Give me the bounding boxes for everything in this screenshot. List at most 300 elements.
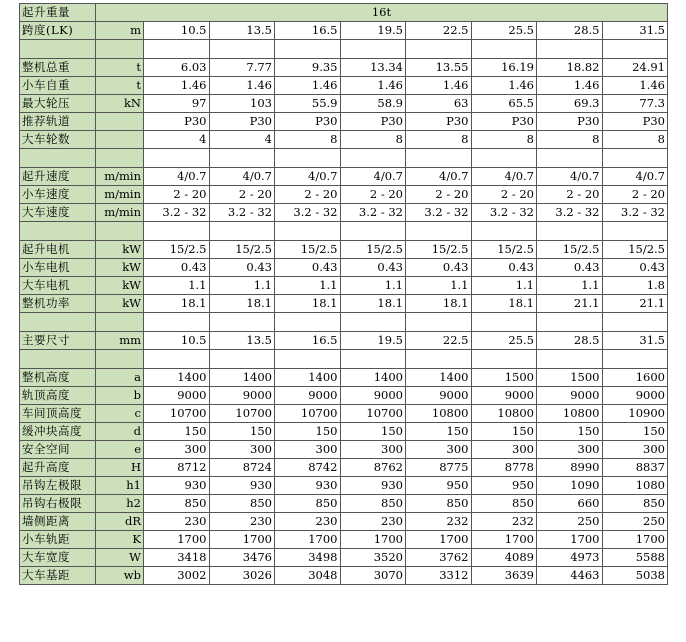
row-value: 4/0.7 bbox=[406, 168, 472, 186]
row-value: 7.77 bbox=[209, 59, 275, 77]
row-value: 150 bbox=[537, 423, 603, 441]
row-label: 安全空间 bbox=[20, 441, 96, 459]
row-value: 3476 bbox=[209, 549, 275, 567]
row-value: 300 bbox=[209, 441, 275, 459]
spacer-row bbox=[20, 222, 668, 241]
spacer-cell bbox=[406, 313, 472, 332]
row-value: 300 bbox=[144, 441, 210, 459]
spacer-cell bbox=[537, 40, 603, 59]
spec-row bbox=[20, 441, 668, 459]
row-value: 4463 bbox=[537, 567, 603, 585]
row-value: 9000 bbox=[275, 387, 341, 405]
row-value: P30 bbox=[340, 113, 406, 131]
row-value: 8837 bbox=[602, 459, 668, 477]
spacer-cell bbox=[144, 313, 210, 332]
spec-row bbox=[20, 531, 668, 549]
row-value: 8762 bbox=[340, 459, 406, 477]
row-value: 4/0.7 bbox=[275, 168, 341, 186]
row-value: 250 bbox=[537, 513, 603, 531]
row-value: 1080 bbox=[602, 477, 668, 495]
row-value: 0.43 bbox=[406, 259, 472, 277]
row-value: 4 bbox=[209, 131, 275, 149]
row-value: 1400 bbox=[275, 369, 341, 387]
spacer-cell bbox=[275, 313, 341, 332]
row-unit: m/min bbox=[96, 204, 144, 222]
row-value: 10800 bbox=[471, 405, 537, 423]
row-value: 3048 bbox=[275, 567, 341, 585]
span-value: 31.5 bbox=[602, 22, 668, 40]
row-value: 1.1 bbox=[537, 277, 603, 295]
row-value: 18.1 bbox=[144, 295, 210, 313]
row-label: 起升高度 bbox=[20, 459, 96, 477]
row-value: 1.46 bbox=[537, 77, 603, 95]
spec-row bbox=[20, 168, 668, 186]
row-value: 2 - 20 bbox=[537, 186, 603, 204]
row-label: 墙侧距离 bbox=[20, 513, 96, 531]
row-value: 1700 bbox=[275, 531, 341, 549]
row-value: 0.43 bbox=[340, 259, 406, 277]
row-value: 850 bbox=[275, 495, 341, 513]
row-value: 150 bbox=[602, 423, 668, 441]
row-unit: h1 bbox=[96, 477, 144, 495]
spacer-label-cell bbox=[20, 222, 96, 241]
row-value: 150 bbox=[209, 423, 275, 441]
row-value: 150 bbox=[340, 423, 406, 441]
row-value: 3.2 - 32 bbox=[209, 204, 275, 222]
row-label: 小车电机 bbox=[20, 259, 96, 277]
spacer-cell bbox=[275, 350, 341, 369]
row-value: 1700 bbox=[209, 531, 275, 549]
row-value: 10800 bbox=[537, 405, 603, 423]
row-value: 9000 bbox=[602, 387, 668, 405]
row-value: 18.1 bbox=[406, 295, 472, 313]
row-value: 3498 bbox=[275, 549, 341, 567]
row-value: 5038 bbox=[602, 567, 668, 585]
row-value: 8775 bbox=[406, 459, 472, 477]
row-value: 3.2 - 32 bbox=[275, 204, 341, 222]
row-unit: t bbox=[96, 77, 144, 95]
span-label: 跨度(LK) bbox=[20, 22, 96, 40]
spec-table bbox=[19, 3, 668, 585]
row-value: 3.2 - 32 bbox=[537, 204, 603, 222]
row-value: 2 - 20 bbox=[275, 186, 341, 204]
spacer-cell bbox=[471, 40, 537, 59]
spec-row bbox=[20, 549, 668, 567]
row-value: 1700 bbox=[406, 531, 472, 549]
row-unit bbox=[96, 131, 144, 149]
row-label: 车间顶高度 bbox=[20, 405, 96, 423]
row-value: P30 bbox=[144, 113, 210, 131]
row-value: 28.5 bbox=[537, 332, 603, 350]
row-unit: kW bbox=[96, 241, 144, 259]
spacer-cell bbox=[275, 149, 341, 168]
spacer-label-cell bbox=[20, 40, 96, 59]
row-value: 18.82 bbox=[537, 59, 603, 77]
row-unit bbox=[96, 113, 144, 131]
row-value: 8990 bbox=[537, 459, 603, 477]
row-unit: dR bbox=[96, 513, 144, 531]
row-unit: W bbox=[96, 549, 144, 567]
spacer-cell bbox=[537, 149, 603, 168]
row-value: 10700 bbox=[209, 405, 275, 423]
spacer-cell bbox=[340, 149, 406, 168]
row-value: 69.3 bbox=[537, 95, 603, 113]
spacer-cell bbox=[209, 40, 275, 59]
span-value: 22.5 bbox=[406, 22, 472, 40]
spacer-row bbox=[20, 350, 668, 369]
row-value: 1.46 bbox=[340, 77, 406, 95]
row-value: 18.1 bbox=[471, 295, 537, 313]
row-unit: kW bbox=[96, 259, 144, 277]
spec-row bbox=[20, 332, 668, 350]
row-value: 850 bbox=[340, 495, 406, 513]
spacer-cell bbox=[406, 350, 472, 369]
row-value: 1.1 bbox=[406, 277, 472, 295]
spec-row bbox=[20, 295, 668, 313]
spacer-cell bbox=[406, 222, 472, 241]
row-value: 1500 bbox=[537, 369, 603, 387]
row-value: 232 bbox=[406, 513, 472, 531]
row-value: 1700 bbox=[340, 531, 406, 549]
row-value: 1.1 bbox=[340, 277, 406, 295]
row-label: 大车电机 bbox=[20, 277, 96, 295]
row-unit: K bbox=[96, 531, 144, 549]
row-label: 起升速度 bbox=[20, 168, 96, 186]
spec-row bbox=[20, 495, 668, 513]
row-value: 3639 bbox=[471, 567, 537, 585]
spacer-row bbox=[20, 313, 668, 332]
span-value: 25.5 bbox=[471, 22, 537, 40]
spec-row bbox=[20, 459, 668, 477]
row-label: 整机功率 bbox=[20, 295, 96, 313]
row-value: 4 bbox=[144, 131, 210, 149]
spec-table-body bbox=[20, 4, 668, 585]
lift-label: 起升重量 bbox=[20, 4, 96, 22]
row-value: P30 bbox=[275, 113, 341, 131]
row-value: 1400 bbox=[406, 369, 472, 387]
row-value: 300 bbox=[340, 441, 406, 459]
row-value: 15/2.5 bbox=[340, 241, 406, 259]
row-value: 4/0.7 bbox=[209, 168, 275, 186]
row-value: 660 bbox=[537, 495, 603, 513]
row-value: 6.03 bbox=[144, 59, 210, 77]
row-label: 大车轮数 bbox=[20, 131, 96, 149]
row-value: 3070 bbox=[340, 567, 406, 585]
row-value: 3.2 - 32 bbox=[406, 204, 472, 222]
row-label: 大车宽度 bbox=[20, 549, 96, 567]
spacer-cell bbox=[209, 149, 275, 168]
row-value: 300 bbox=[471, 441, 537, 459]
row-value: 9000 bbox=[406, 387, 472, 405]
row-label: 轨顶高度 bbox=[20, 387, 96, 405]
span-value: 10.5 bbox=[144, 22, 210, 40]
row-value: 15/2.5 bbox=[471, 241, 537, 259]
row-value: 77.3 bbox=[602, 95, 668, 113]
row-value: 850 bbox=[144, 495, 210, 513]
row-value: 1.46 bbox=[406, 77, 472, 95]
spec-row bbox=[20, 369, 668, 387]
row-value: 3312 bbox=[406, 567, 472, 585]
spacer-cell bbox=[209, 313, 275, 332]
row-value: 22.5 bbox=[406, 332, 472, 350]
row-value: 1700 bbox=[602, 531, 668, 549]
capacity-value: 16t bbox=[96, 4, 668, 22]
spacer-label-cell bbox=[20, 350, 96, 369]
row-value: 15/2.5 bbox=[537, 241, 603, 259]
row-value: 1.46 bbox=[144, 77, 210, 95]
spec-row bbox=[20, 513, 668, 531]
row-value: 230 bbox=[275, 513, 341, 531]
row-value: 15/2.5 bbox=[406, 241, 472, 259]
spec-row bbox=[20, 387, 668, 405]
spacer-row bbox=[20, 40, 668, 59]
row-label: 吊钩右极限 bbox=[20, 495, 96, 513]
row-value: 0.43 bbox=[471, 259, 537, 277]
row-value: 0.43 bbox=[275, 259, 341, 277]
row-value: 10900 bbox=[602, 405, 668, 423]
spacer-label-cell bbox=[20, 149, 96, 168]
row-value: 0.43 bbox=[209, 259, 275, 277]
row-value: 16.5 bbox=[275, 332, 341, 350]
row-value: 10800 bbox=[406, 405, 472, 423]
row-value: 4/0.7 bbox=[340, 168, 406, 186]
row-value: 4/0.7 bbox=[602, 168, 668, 186]
spec-row bbox=[20, 95, 668, 113]
row-value: 8 bbox=[340, 131, 406, 149]
span-value: 13.5 bbox=[209, 22, 275, 40]
row-value: 3.2 - 32 bbox=[471, 204, 537, 222]
row-label: 推荐轨道 bbox=[20, 113, 96, 131]
span-value: 28.5 bbox=[537, 22, 603, 40]
row-value: 1400 bbox=[209, 369, 275, 387]
spacer-cell bbox=[537, 313, 603, 332]
spacer-cell bbox=[340, 350, 406, 369]
span-value: 16.5 bbox=[275, 22, 341, 40]
span-row bbox=[20, 22, 668, 40]
spacer-cell bbox=[471, 222, 537, 241]
spacer-cell bbox=[144, 222, 210, 241]
row-value: 1600 bbox=[602, 369, 668, 387]
row-value: 9000 bbox=[537, 387, 603, 405]
row-label: 整机总重 bbox=[20, 59, 96, 77]
spacer-cell bbox=[602, 350, 668, 369]
spec-row bbox=[20, 204, 668, 222]
spacer-label-cell bbox=[20, 313, 96, 332]
row-value: 63 bbox=[406, 95, 472, 113]
spec-row bbox=[20, 131, 668, 149]
spacer-unit-cell bbox=[96, 149, 144, 168]
row-value: 2 - 20 bbox=[471, 186, 537, 204]
row-value: 10.5 bbox=[144, 332, 210, 350]
row-unit: H bbox=[96, 459, 144, 477]
spacer-cell bbox=[471, 350, 537, 369]
spacer-cell bbox=[406, 40, 472, 59]
row-value: 3026 bbox=[209, 567, 275, 585]
row-value: 15/2.5 bbox=[144, 241, 210, 259]
spacer-cell bbox=[275, 40, 341, 59]
row-value: P30 bbox=[471, 113, 537, 131]
row-value: 1090 bbox=[537, 477, 603, 495]
spec-row bbox=[20, 59, 668, 77]
row-value: 10700 bbox=[144, 405, 210, 423]
row-value: 58.9 bbox=[340, 95, 406, 113]
row-value: 15/2.5 bbox=[602, 241, 668, 259]
row-value: 850 bbox=[471, 495, 537, 513]
row-value: 3520 bbox=[340, 549, 406, 567]
row-value: 9000 bbox=[144, 387, 210, 405]
row-value: 8724 bbox=[209, 459, 275, 477]
row-value: 21.1 bbox=[602, 295, 668, 313]
row-value: 2 - 20 bbox=[340, 186, 406, 204]
row-value: 31.5 bbox=[602, 332, 668, 350]
spacer-cell bbox=[602, 313, 668, 332]
row-label: 最大轮压 bbox=[20, 95, 96, 113]
spacer-unit-cell bbox=[96, 313, 144, 332]
row-unit: kW bbox=[96, 295, 144, 313]
row-value: 9.35 bbox=[275, 59, 341, 77]
row-unit: m/min bbox=[96, 186, 144, 204]
row-value: P30 bbox=[537, 113, 603, 131]
span-value: 19.5 bbox=[340, 22, 406, 40]
row-value: 18.1 bbox=[340, 295, 406, 313]
row-label: 缓冲块高度 bbox=[20, 423, 96, 441]
row-value: 230 bbox=[144, 513, 210, 531]
row-value: 10700 bbox=[340, 405, 406, 423]
spacer-cell bbox=[209, 222, 275, 241]
row-value: 4/0.7 bbox=[471, 168, 537, 186]
row-unit: b bbox=[96, 387, 144, 405]
row-value: 97 bbox=[144, 95, 210, 113]
spec-row bbox=[20, 113, 668, 131]
spacer-cell bbox=[602, 222, 668, 241]
capacity-row bbox=[20, 4, 668, 22]
row-value: 1400 bbox=[144, 369, 210, 387]
row-unit: kN bbox=[96, 95, 144, 113]
row-value: 1.1 bbox=[275, 277, 341, 295]
spacer-cell bbox=[144, 350, 210, 369]
spacer-cell bbox=[602, 149, 668, 168]
row-value: 850 bbox=[602, 495, 668, 513]
row-value: 1.46 bbox=[471, 77, 537, 95]
row-value: P30 bbox=[209, 113, 275, 131]
spec-row bbox=[20, 186, 668, 204]
row-value: 3418 bbox=[144, 549, 210, 567]
row-value: 150 bbox=[406, 423, 472, 441]
row-value: 13.55 bbox=[406, 59, 472, 77]
row-value: 8 bbox=[406, 131, 472, 149]
spacer-cell bbox=[471, 149, 537, 168]
row-value: 930 bbox=[275, 477, 341, 495]
row-label: 吊钩左极限 bbox=[20, 477, 96, 495]
row-value: 232 bbox=[471, 513, 537, 531]
row-value: 2 - 20 bbox=[602, 186, 668, 204]
row-value: 15/2.5 bbox=[275, 241, 341, 259]
row-value: P30 bbox=[602, 113, 668, 131]
row-value: 13.5 bbox=[209, 332, 275, 350]
row-value: 850 bbox=[406, 495, 472, 513]
row-unit: a bbox=[96, 369, 144, 387]
row-value: 18.1 bbox=[275, 295, 341, 313]
spacer-unit-cell bbox=[96, 350, 144, 369]
span-unit: m bbox=[96, 22, 144, 40]
row-value: 1700 bbox=[144, 531, 210, 549]
row-value: 9000 bbox=[340, 387, 406, 405]
row-value: 1.8 bbox=[602, 277, 668, 295]
spacer-cell bbox=[209, 350, 275, 369]
spacer-cell bbox=[275, 222, 341, 241]
spec-row bbox=[20, 423, 668, 441]
row-value: 0.43 bbox=[602, 259, 668, 277]
row-value: 65.5 bbox=[471, 95, 537, 113]
row-value: 21.1 bbox=[537, 295, 603, 313]
row-value: 1.1 bbox=[471, 277, 537, 295]
row-value: 8 bbox=[275, 131, 341, 149]
row-value: 950 bbox=[406, 477, 472, 495]
row-value: 1700 bbox=[537, 531, 603, 549]
spacer-cell bbox=[144, 149, 210, 168]
row-unit: e bbox=[96, 441, 144, 459]
row-value: 19.5 bbox=[340, 332, 406, 350]
row-value: 16.19 bbox=[471, 59, 537, 77]
row-unit: kW bbox=[96, 277, 144, 295]
spacer-cell bbox=[602, 40, 668, 59]
row-value: 24.91 bbox=[602, 59, 668, 77]
row-value: 1500 bbox=[471, 369, 537, 387]
row-value: 4/0.7 bbox=[537, 168, 603, 186]
row-value: 150 bbox=[275, 423, 341, 441]
row-unit: mm bbox=[96, 332, 144, 350]
row-value: 1.46 bbox=[602, 77, 668, 95]
row-value: 850 bbox=[209, 495, 275, 513]
row-value: 3.2 - 32 bbox=[144, 204, 210, 222]
row-value: 9000 bbox=[209, 387, 275, 405]
row-value: 300 bbox=[537, 441, 603, 459]
spacer-cell bbox=[537, 222, 603, 241]
spec-row bbox=[20, 241, 668, 259]
spec-row bbox=[20, 405, 668, 423]
spec-row bbox=[20, 567, 668, 585]
spacer-cell bbox=[340, 222, 406, 241]
row-value: 3762 bbox=[406, 549, 472, 567]
row-value: 8712 bbox=[144, 459, 210, 477]
row-value: 300 bbox=[275, 441, 341, 459]
row-label: 主要尺寸 bbox=[20, 332, 96, 350]
spacer-cell bbox=[471, 313, 537, 332]
row-value: 3.2 - 32 bbox=[340, 204, 406, 222]
row-value: 4089 bbox=[471, 549, 537, 567]
row-label: 整机高度 bbox=[20, 369, 96, 387]
row-value: 15/2.5 bbox=[209, 241, 275, 259]
row-value: 1.1 bbox=[209, 277, 275, 295]
row-value: 9000 bbox=[471, 387, 537, 405]
row-value: 0.43 bbox=[144, 259, 210, 277]
row-value: 1.1 bbox=[144, 277, 210, 295]
spacer-cell bbox=[537, 350, 603, 369]
row-value: 1.46 bbox=[209, 77, 275, 95]
row-unit: c bbox=[96, 405, 144, 423]
row-value: 3.2 - 32 bbox=[602, 204, 668, 222]
row-value: 230 bbox=[209, 513, 275, 531]
row-value: 8 bbox=[602, 131, 668, 149]
spacer-unit-cell bbox=[96, 222, 144, 241]
row-label: 小车自重 bbox=[20, 77, 96, 95]
row-value: 930 bbox=[209, 477, 275, 495]
row-value: 8742 bbox=[275, 459, 341, 477]
spacer-unit-cell bbox=[96, 40, 144, 59]
row-value: 10700 bbox=[275, 405, 341, 423]
row-value: 55.9 bbox=[275, 95, 341, 113]
row-value: 4973 bbox=[537, 549, 603, 567]
